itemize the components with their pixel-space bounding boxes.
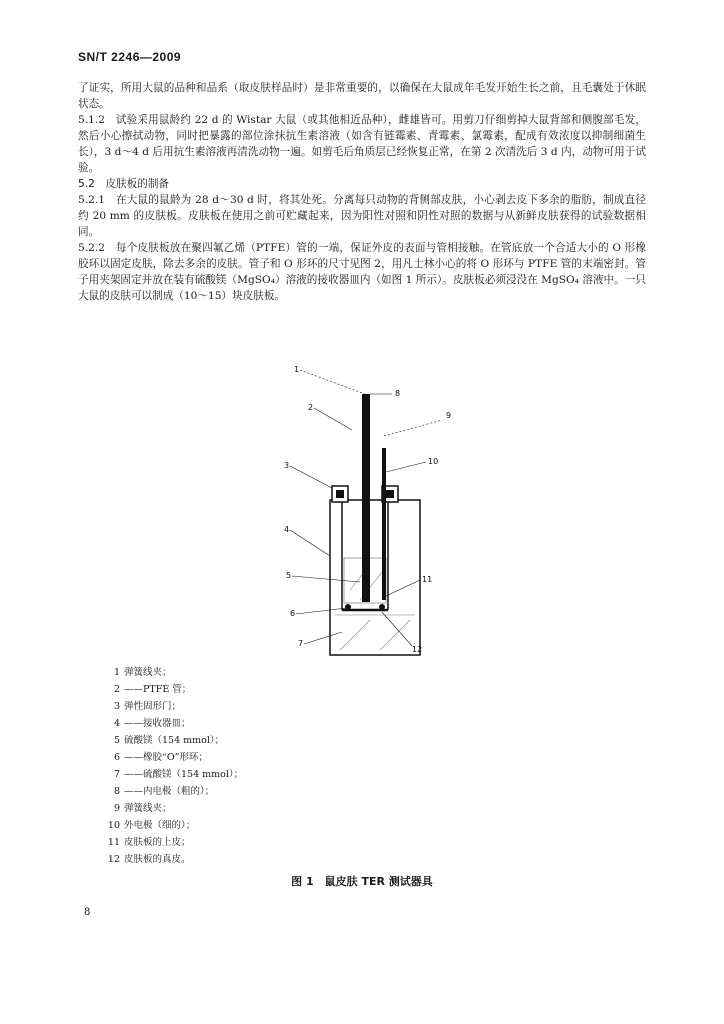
figure-caption: 图 1 鼠皮肤 TER 测试器具	[291, 875, 433, 888]
legend-item: 6 ——橡胶“O”形环；	[113, 752, 209, 763]
legend-item: 2 ——PTFE 管；	[113, 684, 192, 695]
figure-label-6: 6	[290, 609, 296, 618]
legend-item: 1 弹簧线夹；	[113, 667, 172, 678]
figure-label-5: 5	[286, 571, 292, 580]
legend-item: 7 ——硫酸镁（154 mmol）；	[113, 769, 244, 780]
figure-label-8: 8	[395, 389, 401, 398]
body-text	[78, 80, 646, 304]
paragraph-continuation: 了证实，所用大鼠的品种和品系（取皮肤样品时）是非常重要的，以确保在大鼠成年毛发开始生长之前，且毛囊处于休眠状态。	[78, 82, 646, 110]
legend-item: 8 ——内电极（粗的）；	[113, 786, 215, 797]
page-number: 8	[84, 907, 91, 918]
figure-label-4: 4	[284, 525, 290, 534]
figure-label-10: 10	[428, 457, 439, 466]
legend-item: 12 皮肤板的真皮。	[107, 854, 191, 865]
figure-label-1: 1	[294, 365, 300, 374]
standard-code: SN/T 2246—2009	[78, 50, 182, 64]
o-ring-right	[379, 604, 385, 610]
inner-electrode	[362, 394, 370, 602]
o-ring-left	[345, 604, 351, 610]
receiving-vessel	[330, 500, 423, 655]
figure-label-7: 7	[298, 639, 304, 648]
outer-electrode	[382, 448, 386, 600]
figure-label-9: 9	[446, 411, 452, 420]
section-heading-5-2: 5.2 皮肤板的制备	[78, 178, 170, 190]
legend-item: 11 皮肤板的上皮；	[107, 837, 191, 848]
figure-label-2: 2	[308, 403, 314, 412]
ter-apparatus-figure	[270, 360, 450, 660]
paragraph-5-1-2: 5.1.2 试验采用鼠龄约 22 d 的 Wistar 大鼠（或其他相近品种），雌雄皆可。用剪刀仔细剪掉大鼠背部和侧腹部毛发，然后小心擦拭动物，同时把暴露的部位涂抹抗生素溶液（如含有链霉素、青霉素、氯霉素，配成有效浓度以抑制细菌生长），3 d～4 d 后用抗生素溶液再清洗动物一遍。如剪毛后角质层已经恢复正常，在第 2 次清洗后 3 d 内，动物可用于试验。	[78, 114, 646, 174]
paragraph-5-2-2: 5.2.2 每个皮肤板放在聚四氟乙烯（PTFE）管的一端，保证外皮的表面与管相接触。在管底放一个合适大小的 O 形橡胶环以固定皮肤，除去多余的皮肤。管子和 O 形环的尺寸见图 2，用凡士林小心的将 O 形环与 PTFE 管的末端密封。管子用夹架固定并放在装有硫酸镁（MgSO₄）溶液的接收器皿内（如图 1 所示）。皮肤板必须浸没在 MgSO₄ 溶液中。一只大鼠的皮肤可以制成（10～15）块皮肤板。	[78, 242, 646, 302]
legend-item: 5 硫酸镁（154 mmol）；	[113, 735, 225, 746]
legend-item: 4 ——接收器皿；	[113, 718, 191, 729]
figure-label-11: 11	[422, 575, 433, 584]
legend-item: 3 弹性固形门；	[113, 701, 182, 712]
figure-label-3: 3	[284, 461, 290, 470]
figure-label-12: 12	[412, 645, 423, 654]
paragraph-5-2-1: 5.2.1 在大鼠的鼠龄为 28 d～30 d 时，将其处死。分离每只动物的背侧部皮肤，小心剥去皮下多余的脂肪，制成直径约 20 mm 的皮肤板。皮肤板在使用之前可贮藏起来，因为阳性对照和阴性对照的数据与从新鲜皮肤获得的试验数据相同。	[78, 194, 646, 238]
figure-legend	[88, 664, 243, 868]
legend-item: 9 弹簧线夹；	[113, 803, 172, 814]
legend-item: 10 外电极（细的）；	[107, 820, 196, 831]
